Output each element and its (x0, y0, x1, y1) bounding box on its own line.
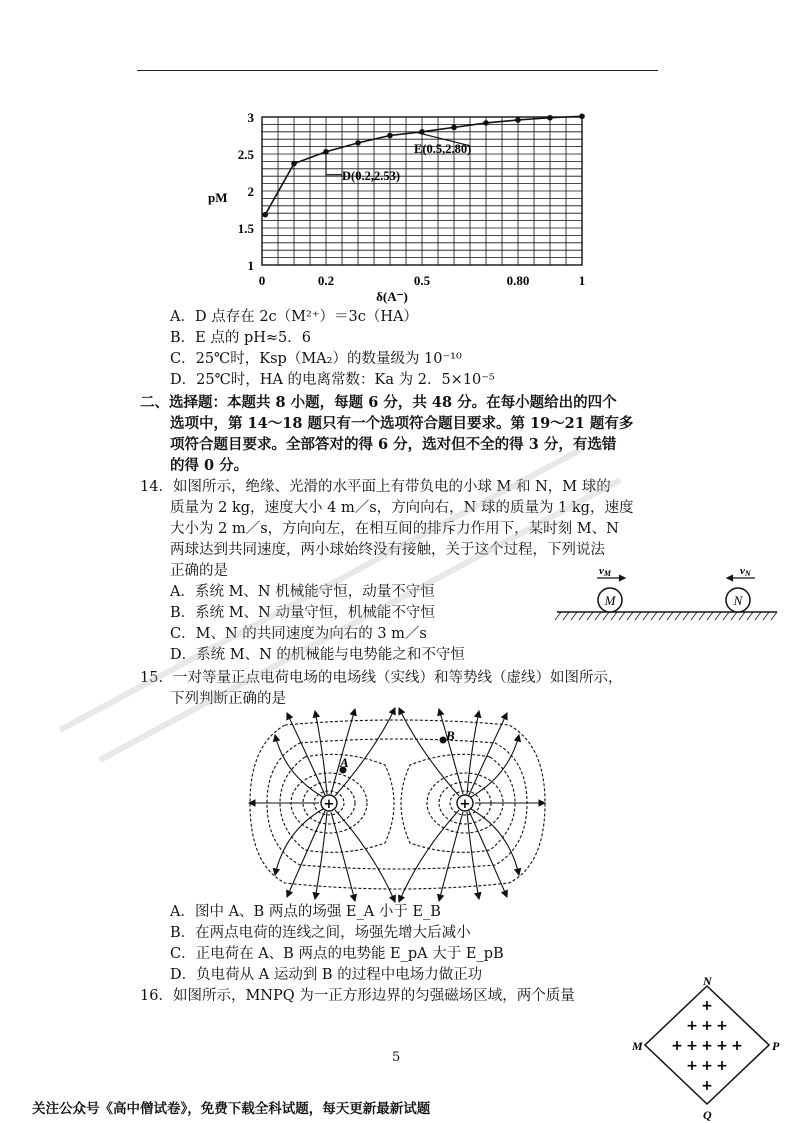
q15-line-2: 下列判断正确的是 (170, 691, 286, 707)
q14-figure (555, 560, 780, 622)
svg-text:+: + (701, 1058, 713, 1074)
svg-text:+: + (686, 1038, 698, 1054)
x-tick-label: 0.80 (506, 273, 530, 288)
svg-text:+: + (701, 998, 713, 1014)
q13-option-a: A．D 点存在 2c（M²⁺）＝3c（HA） (170, 309, 418, 325)
data-point (291, 161, 297, 167)
q14-option-c: C．M、N 的共同速度为向右的 3 m／s (170, 626, 427, 642)
v-m-label: vM (599, 565, 612, 578)
charge-left-sign: + (323, 797, 335, 812)
svg-text:+: + (701, 1018, 713, 1034)
svg-text:+: + (686, 1058, 698, 1074)
annotation-d-label: D(0.2,2.53) (342, 168, 400, 183)
q16-line-1: 16．如图所示，MNPQ 为一正方形边界的匀强磁场区域，两个质量 (140, 988, 575, 1004)
data-point (451, 125, 457, 131)
data-point (579, 113, 585, 119)
q13-option-d: D．25℃时，HA 的电离常数：Ka 为 2．5×10⁻⁵ (170, 372, 495, 388)
svg-text:+: + (701, 1078, 713, 1094)
v-n-label: vN (740, 565, 751, 578)
q14-line-1: 14．如图所示，绝缘、光滑的水平面上有带负电的小球 M 和 N，M 球的 (140, 479, 611, 495)
point-b-label: B (446, 728, 455, 743)
y-tick-label: 1.5 (237, 221, 254, 236)
annotation-e-label: E(0.5,2.80) (414, 141, 472, 156)
ball-m-label: M (604, 593, 616, 608)
data-point (515, 117, 521, 123)
q15-field-figure (245, 705, 550, 905)
y-tick-label: 3 (247, 110, 254, 125)
q14-line-2: 质量为 2 kg，速度大小 4 m／s，方向向右，N 球的质量为 1 kg，速度 (170, 500, 634, 516)
charge-right-sign: + (459, 797, 471, 812)
page-number: 5 (392, 1050, 401, 1065)
q14-option-b: B．系统 M、N 动量守恒，机械能不守恒 (170, 605, 435, 621)
q15-option-c: C．正电荷在 A、B 两点的电势能 E_pA 大于 E_pB (170, 946, 504, 962)
footer-text: 关注公众号《高中僧试卷》，免费下载全科试题，每天更新最新试题 (32, 1101, 431, 1117)
x-tick-label: 0.2 (317, 273, 335, 288)
data-point (262, 212, 268, 218)
annotation-d-leader (326, 154, 342, 175)
q14-line-4: 两球达到共同速度，两小球始终没有接触，关于这个过程，下列说法 (170, 542, 605, 558)
q16-figure (632, 972, 782, 1122)
y-axis-label: pM (208, 190, 228, 205)
q16-label-m: M (632, 1039, 643, 1053)
data-point (387, 133, 393, 139)
section2-line-2: 选项中，第 14～18 题只有一个选项符合题目要求。第 19～21 题有多 (170, 415, 634, 432)
q15-option-d: D．负电荷从 A 运动到 B 的过程中电场力做正功 (170, 967, 483, 983)
data-point (483, 120, 489, 126)
point-a-label: A (340, 755, 349, 770)
y-tick-label: 1 (247, 258, 254, 273)
y-tick-label: 2 (247, 184, 254, 199)
ball-n-label: N (733, 593, 743, 608)
q14-line-3: 大小为 2 m／s，方向向左，在相互间的排斥力作用下，某时刻 M、N (170, 521, 619, 537)
svg-text:+: + (716, 1038, 728, 1054)
x-tick-label: 1 (578, 273, 586, 288)
svg-text:+: + (716, 1058, 728, 1074)
q16-label-n: N (703, 974, 712, 988)
top-rule (137, 70, 658, 71)
section2-line-1: 二、选择题：本题共 8 小题，每题 6 分，共 48 分。在每小题给出的四个 (140, 394, 617, 411)
q13-option-b: B．E 点的 pH≈5．6 (170, 330, 311, 346)
svg-text:+: + (701, 1038, 713, 1054)
q15-option-b: B．在两点电荷的连线之间，场强先增大后减小 (170, 925, 471, 941)
section2-line-4: 的得 0 分。 (170, 457, 249, 474)
q16-label-p: P (772, 1039, 780, 1053)
x-axis-label: δ(A⁻) (376, 289, 408, 304)
x-tick-label: 0 (258, 273, 266, 288)
svg-text:+: + (731, 1038, 743, 1054)
q15-option-a: A．图中 A、B 两点的场强 E_A 小于 E_B (170, 904, 441, 920)
q13-option-c: C．25℃时，Ksp（MA₂）的数量级为 10⁻¹⁰ (170, 351, 462, 367)
q14-option-d: D．系统 M、N 的机械能与电势能之和不守恒 (170, 647, 465, 663)
q14-option-a: A．系统 M、N 机械能守恒，动量不守恒 (170, 584, 435, 600)
svg-text:+: + (716, 1018, 728, 1034)
data-point (355, 140, 361, 146)
data-point (323, 149, 329, 155)
q15-line-1: 15．一对等量正点电荷电场的电场线（实线）和等势线（虚线）如图所示， (140, 670, 623, 686)
x-tick-label: 0.5 (413, 273, 431, 288)
svg-text:+: + (671, 1038, 683, 1054)
y-tick-label: 2.5 (237, 147, 254, 162)
ph-chart (200, 105, 610, 305)
q16-label-q: Q (703, 1108, 712, 1122)
svg-text:+: + (686, 1018, 698, 1034)
q14-line-5: 正确的是 (170, 563, 228, 579)
section2-line-3: 项符合题目要求。全部答对的得 6 分，选对但不全的得 3 分，有选错 (170, 436, 617, 453)
data-point (547, 115, 553, 121)
